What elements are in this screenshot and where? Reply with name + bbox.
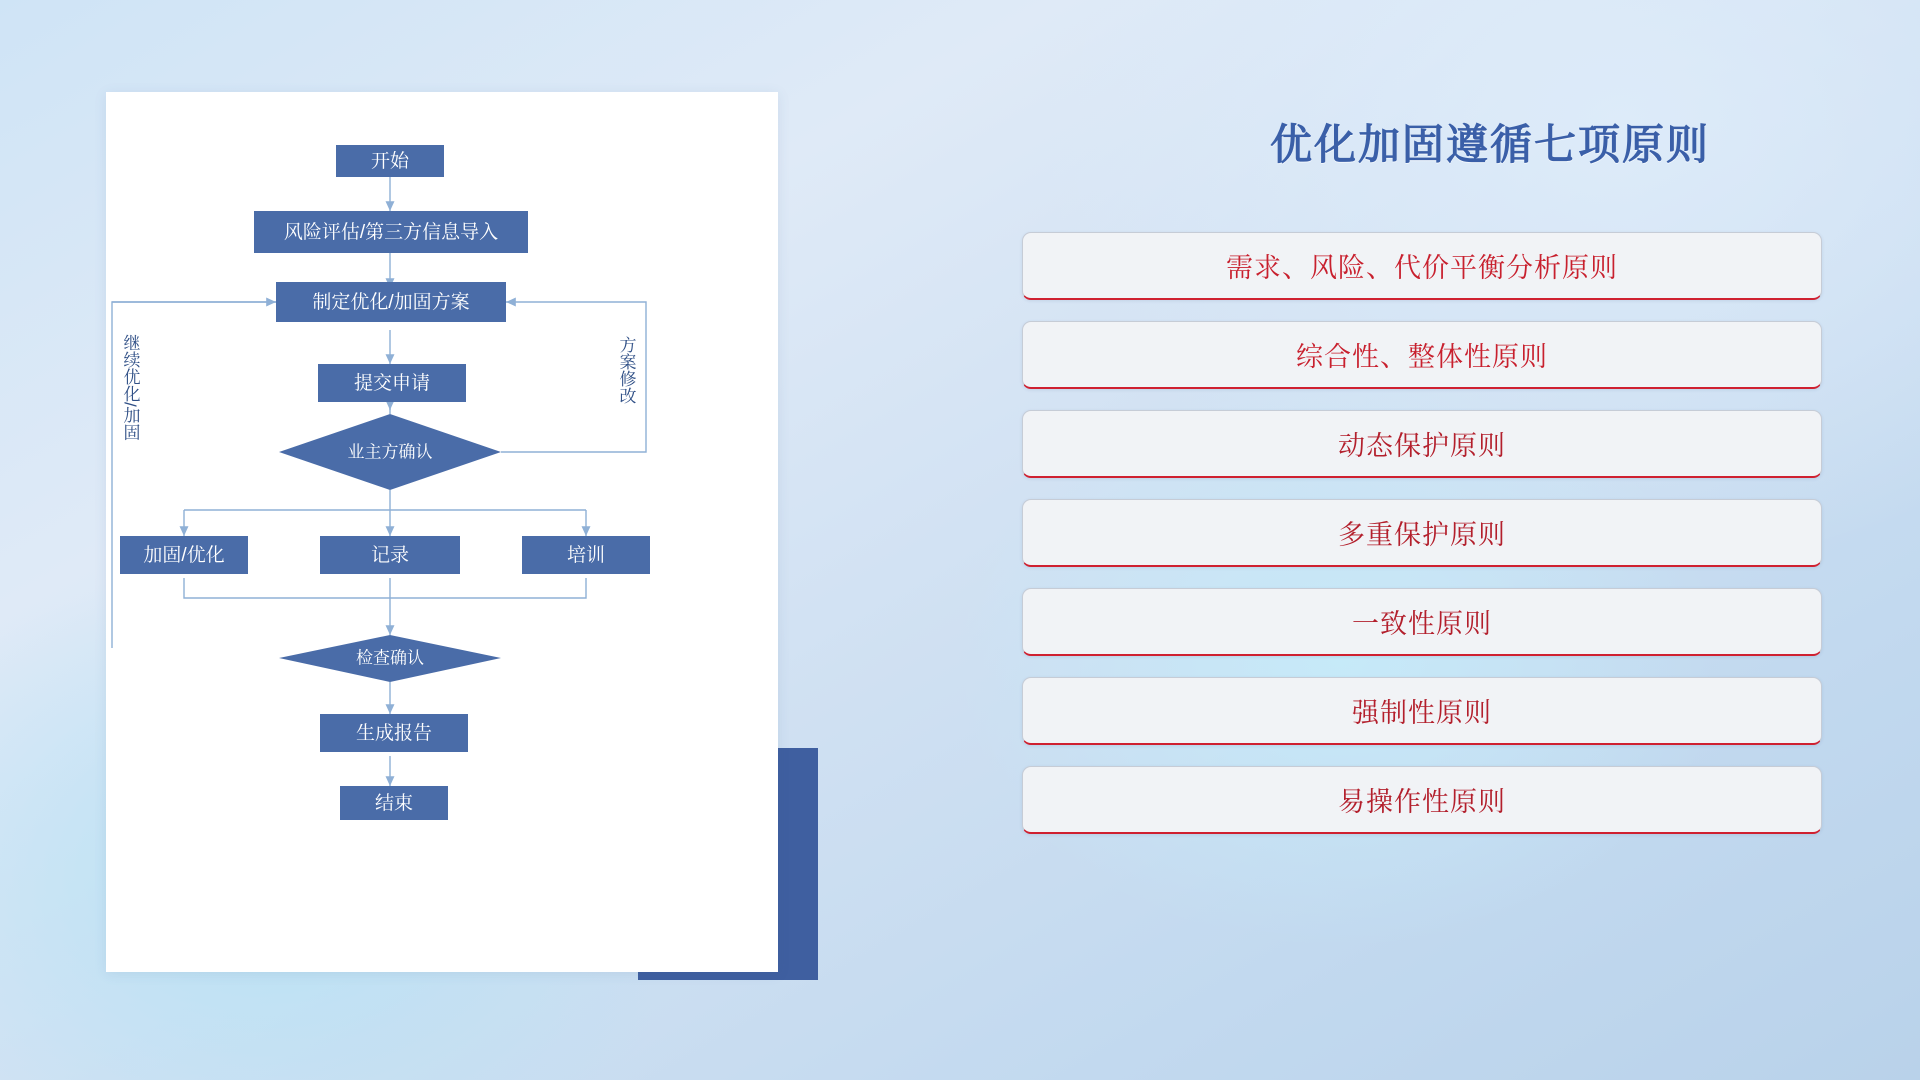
flow-node-make-plan bbox=[276, 282, 506, 322]
flow-node-submit-application bbox=[318, 364, 466, 402]
flow-node-label: 业主方确认 bbox=[347, 442, 433, 462]
flowchart-card bbox=[106, 92, 778, 972]
principle-label: 易操作性原则 bbox=[1338, 787, 1506, 817]
flow-node-label: 开始 bbox=[370, 151, 410, 173]
flow-node-start bbox=[336, 145, 444, 177]
flow-node-record bbox=[320, 536, 460, 574]
principle-label: 一致性原则 bbox=[1352, 609, 1492, 639]
principle-label: 需求、风险、代价平衡分析原则 bbox=[1226, 253, 1618, 283]
flow-node-reinforce-optimize bbox=[120, 536, 248, 574]
flow-node-generate-report bbox=[320, 714, 468, 752]
flow-node-label: 记录 bbox=[370, 545, 410, 567]
flow-node-label: 制定优化/加固方案 bbox=[312, 292, 470, 314]
flow-node-label: 加固/优化 bbox=[143, 545, 225, 567]
flow-node-label: 风险评估/第三方信息导入 bbox=[283, 222, 499, 244]
flow-node-end bbox=[340, 786, 448, 820]
list-item[interactable] bbox=[1022, 677, 1822, 745]
principle-label: 综合性、整体性原则 bbox=[1296, 342, 1548, 372]
flow-node-label: 培训 bbox=[566, 545, 606, 567]
flow-node-training bbox=[522, 536, 650, 574]
principles-list bbox=[1022, 232, 1822, 855]
flow-node-label: 检查确认 bbox=[356, 648, 424, 668]
list-item[interactable] bbox=[1022, 499, 1822, 567]
list-item[interactable] bbox=[1022, 588, 1822, 656]
list-item[interactable] bbox=[1022, 321, 1822, 389]
flow-edge-label-right: 方案修改 bbox=[616, 336, 636, 404]
flow-edge-label-left: 继续优化/加固 bbox=[120, 334, 140, 441]
flow-node-owner-confirm bbox=[279, 414, 501, 490]
list-item[interactable] bbox=[1022, 766, 1822, 834]
flowchart-diagram bbox=[106, 92, 778, 972]
flow-node-label: 结束 bbox=[374, 793, 414, 815]
list-item[interactable] bbox=[1022, 232, 1822, 300]
principle-label: 多重保护原则 bbox=[1338, 520, 1506, 550]
flow-node-check-confirm bbox=[279, 635, 501, 682]
principle-label: 动态保护原则 bbox=[1338, 431, 1506, 461]
flow-node-risk-assessment bbox=[254, 211, 528, 253]
flow-node-label: 提交申请 bbox=[353, 373, 431, 395]
flow-node-label: 生成报告 bbox=[355, 723, 433, 745]
page-title: 优化加固遵循七项原则 bbox=[1269, 121, 1710, 168]
principle-label: 强制性原则 bbox=[1352, 698, 1492, 728]
list-item[interactable] bbox=[1022, 410, 1822, 478]
